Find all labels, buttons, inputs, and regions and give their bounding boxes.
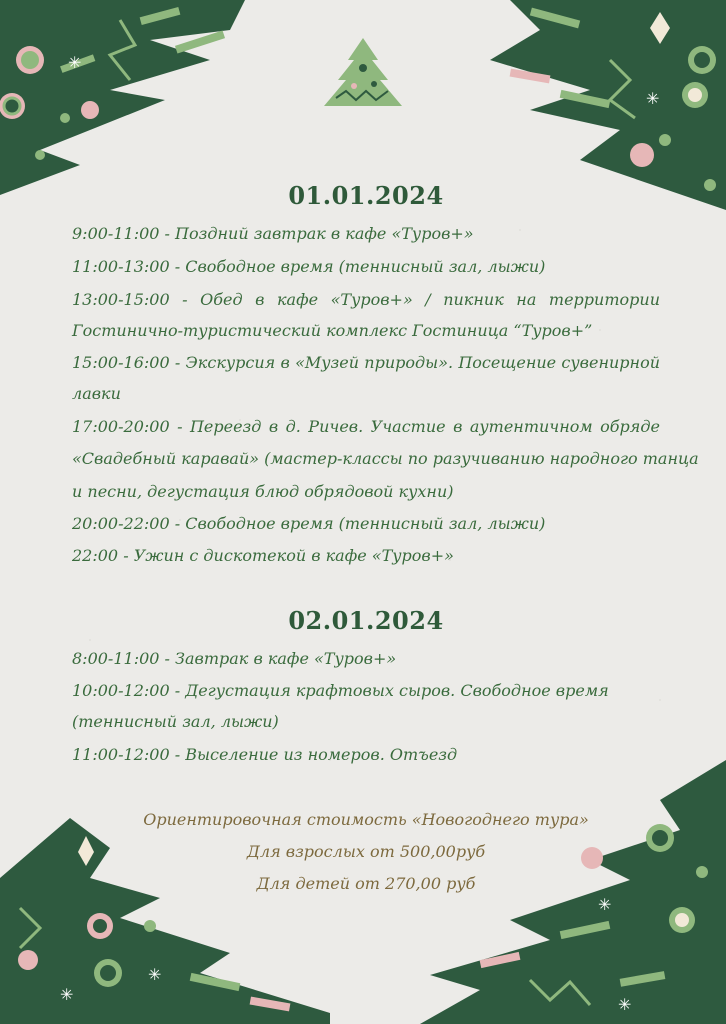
schedule-line: (теннисный зал, лыжи) [72, 712, 279, 731]
svg-text:✳: ✳ [646, 89, 660, 108]
svg-text:✳: ✳ [148, 965, 162, 984]
schedule-line: 11:00-13:00 - Свободное время (теннисный зал, лыжи) [72, 257, 546, 276]
schedule-line: лавки [72, 384, 121, 403]
schedule-line: 11:00-12:00 - Выселение из номеров. Отъезд [72, 745, 458, 764]
schedule-line: 10:00-12:00 - Дегустация крафтовых сыров. Свободное время [72, 681, 609, 700]
schedule-line: 20:00-22:00 - Свободное время (теннисный зал, лыжи) [72, 514, 546, 533]
svg-text:✳: ✳ [68, 53, 82, 72]
price-children: Для детей от 270,00 руб [256, 874, 476, 893]
small-tree-icon [316, 36, 410, 116]
svg-text:✳: ✳ [60, 985, 74, 1004]
schedule-line: 8:00-11:00 - Завтрак в кафе «Туров+» [72, 649, 397, 668]
price-adults: Для взрослых от 500,00руб [246, 842, 486, 861]
schedule-line: 13:00-15:00 - Обед в кафе «Туров+» / пикник на территории [72, 290, 660, 309]
schedule-line: 22:00 - Ужин с дискотекой в кафе «Туров+» [72, 546, 454, 565]
schedule-line: 9:00-11:00 - Поздний завтрак в кафе «Туров+» [72, 224, 474, 243]
schedule-line: 17:00-20:00 - Переезд в д. Ричев. Участие в аутентичном обряде [72, 417, 660, 436]
schedule-line: «Свадебный каравай» (мастер-классы по разучиванию народного танца [72, 449, 699, 468]
price-title: Ориентировочная стоимость «Новогоднего тура» [143, 810, 589, 829]
schedule-line: Гостинично-туристический комплекс Гостиница “Туров+” [72, 321, 593, 340]
schedule-line: и песни, дегустация блюд обрядовой кухни) [72, 482, 454, 501]
schedule-line: 15:00-16:00 - Экскурсия в «Музей природы». Посещение сувенирной [72, 353, 660, 372]
svg-text:✳: ✳ [598, 895, 612, 914]
day1-date: 01.01.2024 [288, 181, 444, 210]
svg-text:✳: ✳ [618, 995, 632, 1014]
day2-date: 02.01.2024 [288, 606, 444, 635]
tree-decoration-top-left [0, 0, 260, 200]
